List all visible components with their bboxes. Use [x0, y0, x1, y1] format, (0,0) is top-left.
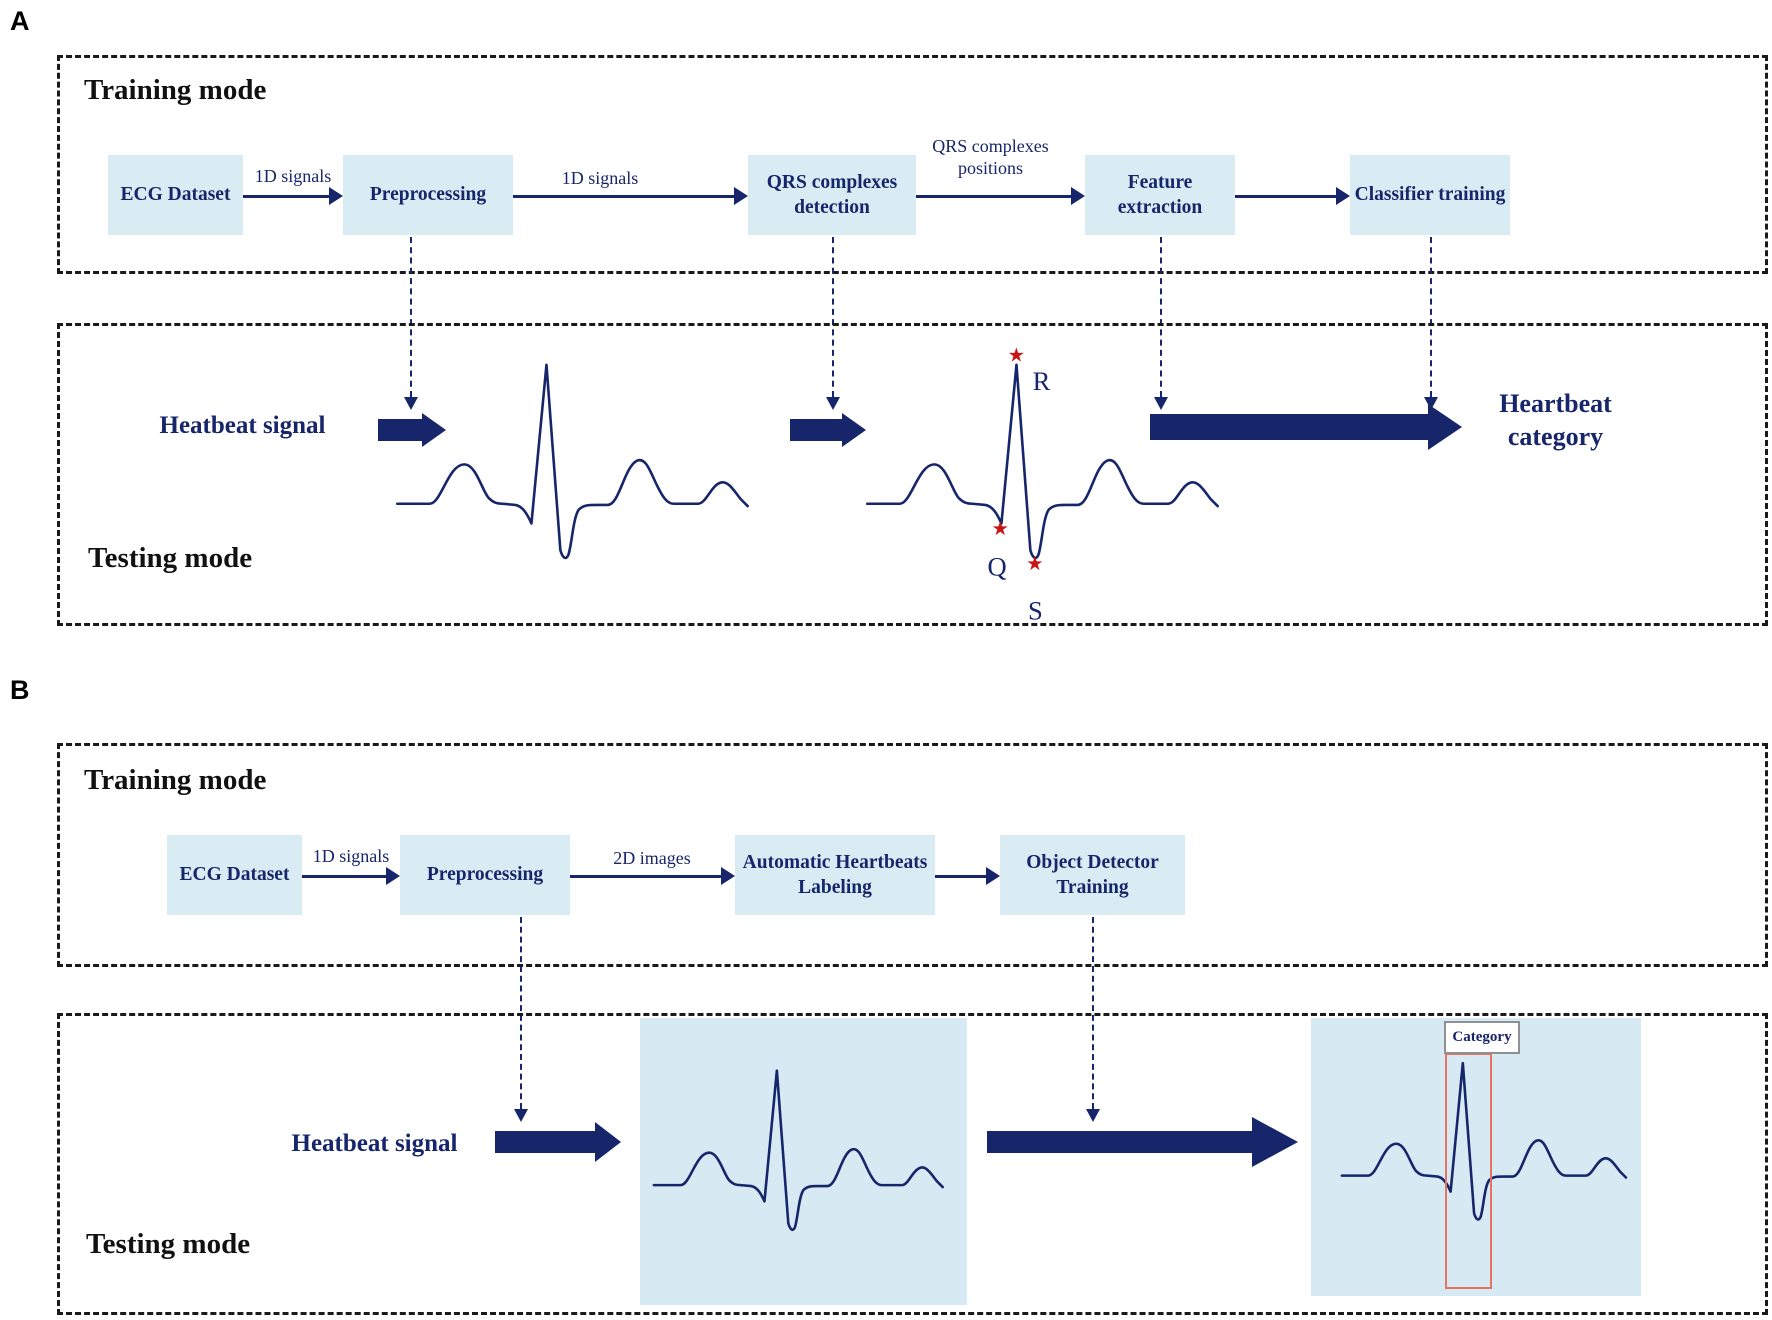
fat-arrow-b1-bar	[495, 1131, 595, 1153]
fat-arrow-a2-head	[842, 413, 866, 447]
box-ecg-dataset-a: ECG Dataset	[108, 155, 243, 235]
box-preprocessing-b: Preprocessing	[400, 835, 570, 915]
category-tag: Category	[1444, 1021, 1520, 1054]
r-point-label: R	[1032, 366, 1051, 397]
q-star-icon: ★	[991, 518, 1010, 541]
fat-arrow-b1-head	[595, 1122, 621, 1162]
r-star-icon: ★	[1007, 344, 1026, 367]
fat-arrow-a-long-head	[1428, 404, 1462, 450]
ecg-waveform-a1	[395, 330, 765, 608]
detection-bbox	[1445, 1053, 1492, 1289]
panel-b-testing-title: Testing mode	[86, 1228, 251, 1260]
panel-b-training-title: Training mode	[84, 764, 267, 796]
box-feature-extraction: Feature extraction	[1085, 155, 1235, 235]
ecg-waveform-b1	[652, 1042, 957, 1271]
heatbeat-signal-label-b: Heatbeat signal	[291, 1130, 458, 1157]
ecg-waveform-a2-qrs	[865, 330, 1235, 626]
fat-arrow-b2-head	[1252, 1117, 1298, 1167]
box-qrs-detection: QRS complexes detection	[748, 155, 916, 235]
heatbeat-signal-label-a: Heatbeat signal	[159, 412, 326, 439]
box-ecg-dataset-b: ECG Dataset	[167, 835, 302, 915]
box-auto-heartbeats-labeling: Automatic Heartbeats Labeling	[735, 835, 935, 915]
arrow-b2-label: 2D images	[613, 848, 691, 868]
arrow-b1-label: 1D signals	[312, 846, 390, 866]
q-point-label: Q	[987, 551, 1007, 582]
box-classifier-training: Classifier training	[1350, 155, 1510, 235]
s-star-icon: ★	[1026, 552, 1044, 575]
fat-arrow-a2-bar	[790, 419, 842, 441]
box-object-detector-training: Object Detector Training	[1000, 835, 1185, 915]
heartbeat-category-label: Heartbeat category	[1499, 389, 1612, 451]
panel-b-label: B	[10, 675, 30, 705]
panel-a-training-title: Training mode	[84, 74, 267, 106]
arrow-a1-label: 1D signals	[254, 166, 332, 186]
arrow-a2-label: 1D signals	[561, 168, 639, 188]
fat-arrow-a-long-bar	[1150, 414, 1428, 440]
arrow-a3-label: QRS complexes positions	[932, 136, 1049, 178]
panel-a-testing-title: Testing mode	[88, 542, 253, 574]
s-point-label: S	[1028, 595, 1043, 626]
panel-a-label: A	[10, 6, 30, 36]
fat-arrow-b2-bar	[987, 1131, 1252, 1153]
box-preprocessing-a: Preprocessing	[343, 155, 513, 235]
